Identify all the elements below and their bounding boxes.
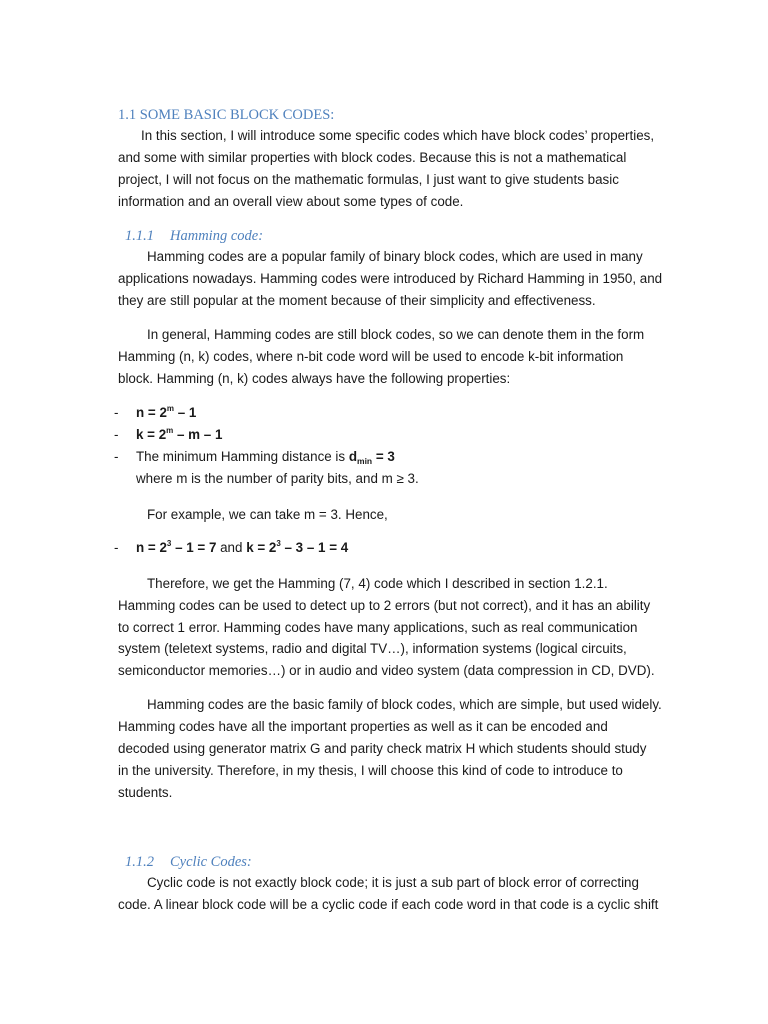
hamming-p1-line: applications nowadays. Hamming codes were introduced by Richard Hamming in 1950, and — [118, 271, 663, 286]
hamming-p4-line: Hamming codes are the basic family of block codes, which are simple, but used widely. — [147, 697, 662, 712]
hamming-p4-line: decoded using generator matrix G and parity check matrix H which students should study — [118, 741, 647, 756]
example-formula: $n = 2^3 - 1 = 7$ and $k = 2^3 - 3 - 1 = 4$ — [136, 539, 349, 555]
hamming-p4-line: in the university. Therefore, in my thesis, I will choose this kind of code to introduce to — [118, 763, 623, 778]
hamming-p1-line: they are still popular at the moment because of their simplicity and effectiveness. — [118, 293, 596, 308]
intro-line: information and an overall view about some types of code. — [118, 194, 464, 209]
hamming-p3-line: semiconductor memories…) or in audio and video system (data compression in CD, DVD). — [118, 663, 655, 678]
example-intro: For example, we can take m = 3. Hence, — [147, 507, 388, 522]
hamming-p3-line: Therefore, we get the Hamming (7, 4) code which I described in section 1.2.1. — [147, 576, 608, 591]
property-distance: The minimum Hamming distance is $d_{min} = 3$ — [136, 449, 395, 466]
cyclic-p1-line: Cyclic code is not exactly block code; it is just a sub part of block error of correcting — [147, 875, 639, 890]
property-n: $n = 2^m - 1$ — [136, 404, 197, 420]
hamming-p3-line: to correct 1 error. Hamming codes have many applications, such as real communication — [118, 620, 638, 635]
hamming-p4-line: students. — [118, 785, 173, 800]
list-dash: - — [114, 405, 119, 420]
hamming-p4-line: Hamming codes have all the important properties as well as it can be encoded and — [118, 719, 608, 734]
hamming-p1-line: Hamming codes are a popular family of binary block codes, which are used in many — [147, 249, 643, 264]
hamming-p3-line: Hamming codes can be used to detect up to 2 errors (but not correct), and it has an ability — [118, 598, 651, 613]
hamming-p2-line: In general, Hamming codes are still block codes, so we can denote them in the form — [147, 327, 645, 342]
section-heading: 1.1 SOME BASIC BLOCK CODES: — [118, 107, 335, 123]
hamming-p3-line: system (teletext systems, radio and digital TV…), information systems (logical circuits, — [118, 641, 627, 656]
subheading-title: Hamming code: — [170, 228, 264, 244]
list-dash: - — [114, 540, 119, 555]
cyclic-p1-line: code. A linear block code will be a cyclic code if each code word in that code is a cyclic shift — [118, 897, 659, 912]
hamming-p2-line: Hamming (n, k) codes, where n-bit code word will be used to encode k-bit information — [118, 349, 624, 364]
subheading-number: 1.1.2 — [125, 854, 154, 870]
subheading-number: 1.1.1 — [125, 228, 154, 244]
subheading-title: Cyclic Codes: — [170, 854, 252, 870]
intro-line: In this section, I will introduce some specific codes which have block codes’ properties, — [141, 128, 655, 143]
intro-line: project, I will not focus on the mathematic formulas, I just want to give students basic — [118, 172, 619, 187]
property-k: $k = 2^m - m - 1$ — [136, 426, 223, 442]
list-dash: - — [114, 449, 119, 464]
where-line: where m is the number of parity bits, and m ≥ 3. — [136, 471, 419, 486]
hamming-p2-line: block. Hamming (n, k) codes always have the following properties: — [118, 371, 511, 386]
intro-line: and some with similar properties with block codes. Because this is not a mathematical — [118, 150, 627, 165]
list-dash: - — [114, 427, 119, 442]
